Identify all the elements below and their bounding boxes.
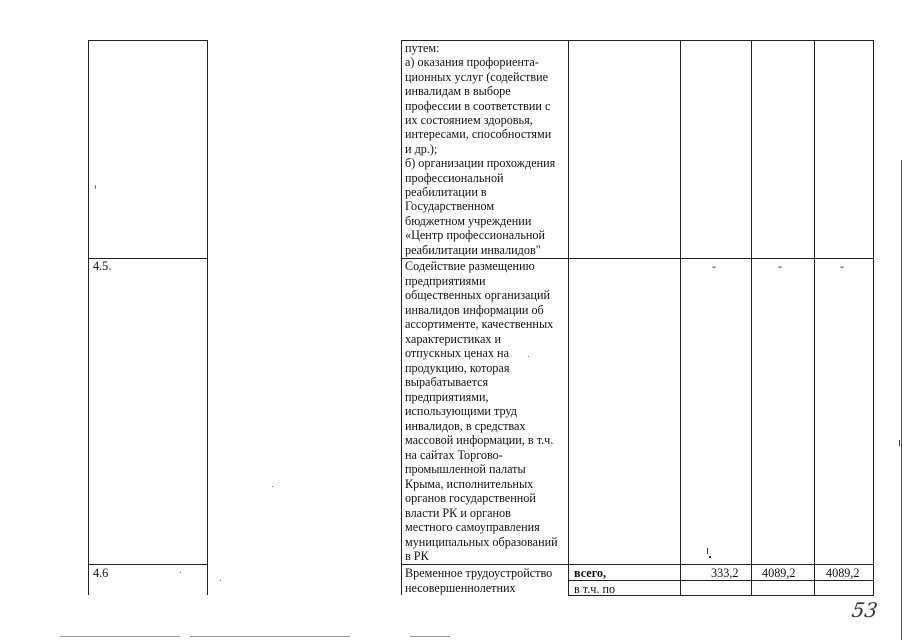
table-border bbox=[88, 564, 208, 565]
scan-artifact bbox=[410, 636, 450, 637]
scan-artifact bbox=[272, 486, 273, 487]
value-cell: - bbox=[712, 259, 716, 273]
table-border bbox=[401, 40, 402, 595]
row-description: Временное трудоустройство несовершеннолетних bbox=[405, 566, 553, 595]
scan-artifact bbox=[528, 356, 529, 357]
table-border bbox=[814, 40, 815, 595]
row-description: Содействие размещению предприятиями общественных организаций инвалидов информации об ассортименте, качественных характеристиках и отпускных ценах на продукцию, которая вырабатывается предприятиями, использующими труд инвалидов, в средствах массовой информации, в т.ч. на сайтах Торгово- промышленной палаты Крыма, исполнительных органов государственной власти РК и органов местного самоуправления муниципальных образований в РК bbox=[405, 259, 558, 563]
source-label: в т.ч. по bbox=[574, 582, 616, 596]
page-number: 53 bbox=[850, 598, 880, 622]
table-border bbox=[873, 40, 874, 595]
row-description: путем: а) оказания профориента- ционных услуг (содействие инвалидам в выборе профессии в соответствии с их состоянием здоровья, интересами, способностями и др.); б) организации прохождения профессиональной реабилитации в Государственном бюджетном учреждении «Центр профессиональной реабилитации инвалидов" bbox=[405, 41, 556, 257]
table-border bbox=[568, 580, 874, 581]
scan-artifact bbox=[899, 440, 900, 446]
row-number: 4.5. bbox=[93, 259, 112, 273]
value-cell: 4089,2 bbox=[826, 566, 860, 580]
row-number: 4.6 bbox=[93, 566, 109, 580]
value-cell: - bbox=[778, 259, 782, 273]
scan-artifact bbox=[95, 185, 96, 189]
scan-artifact bbox=[190, 636, 350, 637]
scan-artifact bbox=[220, 580, 221, 581]
scan-artifact bbox=[709, 556, 711, 558]
table-border bbox=[207, 40, 208, 595]
table-border bbox=[751, 40, 752, 595]
table-border bbox=[88, 40, 89, 595]
table-border bbox=[680, 40, 681, 595]
table-border bbox=[88, 40, 208, 41]
scan-artifact bbox=[707, 548, 708, 554]
source-label: всего, bbox=[574, 566, 607, 580]
table-border bbox=[401, 564, 874, 565]
scan-artifact bbox=[60, 636, 180, 637]
value-cell: - bbox=[840, 259, 844, 273]
value-cell: 4089,2 bbox=[762, 566, 796, 580]
value-cell: 333,2 bbox=[711, 566, 739, 580]
margin-mark bbox=[901, 160, 902, 640]
scan-artifact bbox=[180, 572, 181, 573]
